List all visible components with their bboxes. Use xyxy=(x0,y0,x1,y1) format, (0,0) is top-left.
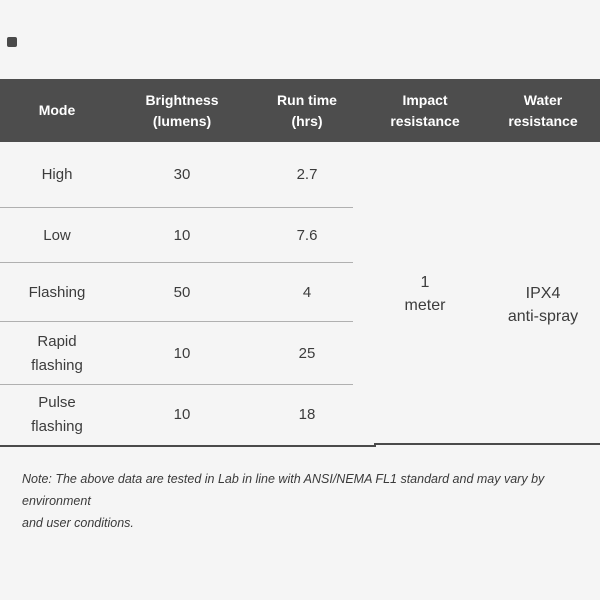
brightness-value: 10 xyxy=(173,344,191,362)
cell-mode xyxy=(0,322,114,385)
run-time-value: 2.7 xyxy=(296,166,318,183)
table-row xyxy=(0,208,364,263)
table-header xyxy=(0,79,600,142)
corner-mark xyxy=(7,37,17,47)
bottom-border-right xyxy=(374,443,600,445)
water-resistance-cell xyxy=(486,142,600,445)
cell-run-time xyxy=(250,208,364,263)
column-header-run-time xyxy=(250,79,364,142)
cell-run-time xyxy=(250,142,364,208)
water-line: anti-spray xyxy=(507,307,579,325)
mode-line: flashing xyxy=(31,356,83,374)
column-header-impact-resistance xyxy=(364,79,486,142)
table-row xyxy=(0,142,364,208)
impact-resistance-cell xyxy=(364,142,486,445)
table-row xyxy=(0,385,364,445)
cell-mode xyxy=(0,385,114,445)
cell-brightness xyxy=(114,322,250,385)
header-line: Mode xyxy=(38,102,76,118)
mode-line: Pulse xyxy=(38,394,76,411)
brightness-value: 50 xyxy=(173,283,191,301)
run-time-value: 4 xyxy=(302,283,312,301)
cell-mode xyxy=(0,142,114,208)
impact-line: meter xyxy=(404,296,446,314)
header-line: Water xyxy=(523,91,563,108)
mode-line: High xyxy=(41,166,73,183)
bottom-border-left xyxy=(0,445,376,447)
cell-brightness xyxy=(114,208,250,263)
brightness-value: 10 xyxy=(173,226,191,244)
header-line: (lumens) xyxy=(152,112,212,129)
note-line: Note: The above data are tested in Lab in line with ANSI/NEMA FL1 standard and may vary by environment xyxy=(22,472,545,508)
cell-brightness xyxy=(114,263,250,322)
table-row xyxy=(0,322,364,385)
header-line: Brightness xyxy=(145,91,219,108)
brightness-value: 30 xyxy=(173,166,191,183)
note-line: and user conditions. xyxy=(22,516,134,530)
brightness-value: 10 xyxy=(173,406,191,423)
run-time-value: 25 xyxy=(298,344,316,362)
impact-line: 1 xyxy=(420,273,430,291)
cell-mode xyxy=(0,263,114,322)
note-text xyxy=(22,468,588,534)
cell-run-time xyxy=(250,322,364,385)
cell-brightness xyxy=(114,385,250,445)
water-line: IPX4 xyxy=(525,284,561,302)
header-line: resistance xyxy=(508,112,578,129)
cell-run-time xyxy=(250,263,364,322)
mode-line: Low xyxy=(43,226,71,244)
cell-mode xyxy=(0,208,114,263)
header-line: resistance xyxy=(390,112,460,129)
run-time-value: 7.6 xyxy=(296,226,318,244)
header-line: Impact xyxy=(402,91,448,108)
cell-run-time xyxy=(250,385,364,445)
mode-line: Rapid xyxy=(37,332,77,350)
column-header-brightness xyxy=(114,79,250,142)
column-header-water-resistance xyxy=(486,79,600,142)
column-header-mode xyxy=(0,79,114,142)
table-row xyxy=(0,263,364,322)
mode-line: flashing xyxy=(31,418,83,435)
cell-brightness xyxy=(114,142,250,208)
run-time-value: 18 xyxy=(298,406,316,423)
mode-line: Flashing xyxy=(28,283,86,301)
header-line: (hrs) xyxy=(291,112,323,129)
header-line: Run time xyxy=(277,91,337,108)
